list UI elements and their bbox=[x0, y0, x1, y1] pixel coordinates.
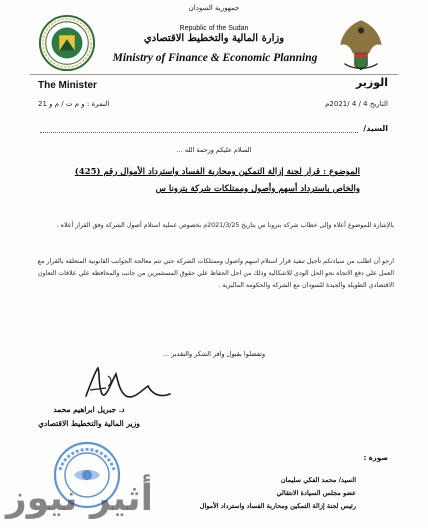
greeting: السلام عليكم ورحمة الله ... bbox=[176, 146, 252, 154]
minister-arabic-label: الوزير bbox=[355, 76, 388, 89]
addressee-line bbox=[40, 132, 358, 133]
state-emblem-icon bbox=[330, 14, 392, 76]
copy-recipient: عضو مجلس السيادة الانتقالي bbox=[276, 489, 356, 497]
header-arabic-country: جمهورية السودان bbox=[188, 4, 240, 12]
closing-remark: وتفضلوا بقبول وافر الشكر والتقدير ... bbox=[162, 350, 266, 358]
letter-date: التاريخ 4 / 4 /2021م bbox=[325, 100, 388, 108]
paragraph-reference: بالإشارة للموضوع أعلاه وإلى خطاب شركة بترونا س بتاريخ 2021/3/25م بخصوص عملية استلام أصول الشركة وفق القرار أعلاه . bbox=[56, 222, 394, 229]
header-english-country: Republic of the Sudan bbox=[179, 25, 249, 32]
minister-english-label: The Minister bbox=[38, 80, 97, 91]
copies-title: صورة : bbox=[363, 454, 388, 462]
handwritten-signature bbox=[78, 360, 188, 408]
copy-recipient: السيد/ محمد الفكي سليمان bbox=[280, 476, 356, 484]
subject-line-1: الموضوع : قرار لجنة إزالة التمكين ومحاربة الفساد واسترداد الأموال رقم (425) bbox=[74, 167, 360, 177]
subject-line-2: والخاص باسترداد أسهم وأصول وممتلكات شركة بترونا س bbox=[155, 184, 360, 194]
signatory-title: وزير المالية والتخطيط الاقتصادي bbox=[38, 419, 140, 428]
news-watermark: أثير نيوز bbox=[6, 478, 153, 519]
ministry-logo-icon bbox=[38, 14, 96, 72]
addressee-salutation: السيد/ bbox=[363, 124, 388, 133]
copy-recipient: رئيس لجنة إزالة التمكين ومحاربة الفساد واسترداد الأموال bbox=[199, 502, 356, 510]
signatory-name: د. جبريل ابراهيم محمد bbox=[53, 405, 125, 414]
header-divider bbox=[30, 74, 398, 75]
reference-number: النمرة : و م ت / م و 21 bbox=[38, 100, 110, 108]
paragraph-request: ارجو أن اطلب من سيادتكم تأجيل تنفيذ قرار استلام اسهم واصول وممتلكات الشركة حتي تتم معالجة الجوانب القانونية المتعلقة بالقرار مع العمل علي دفع الاتجاه نحو الحل الودي للاشكالية وذلك من اجل الحفاظ علي حقوق المستثمرين من جانب والمحافظة علي علاقات التعاون الاقتصادي الطويلة والجيدة للسودان مع الشركة والحكومة الماليزية . bbox=[37, 258, 394, 289]
header-english-ministry: Ministry of Finance & Economic Planning bbox=[112, 52, 318, 64]
subject bbox=[60, 164, 360, 198]
copies-list bbox=[176, 474, 356, 513]
header-arabic-ministry: وزارة المالية والتخطيط الاقتصادي bbox=[143, 33, 285, 44]
